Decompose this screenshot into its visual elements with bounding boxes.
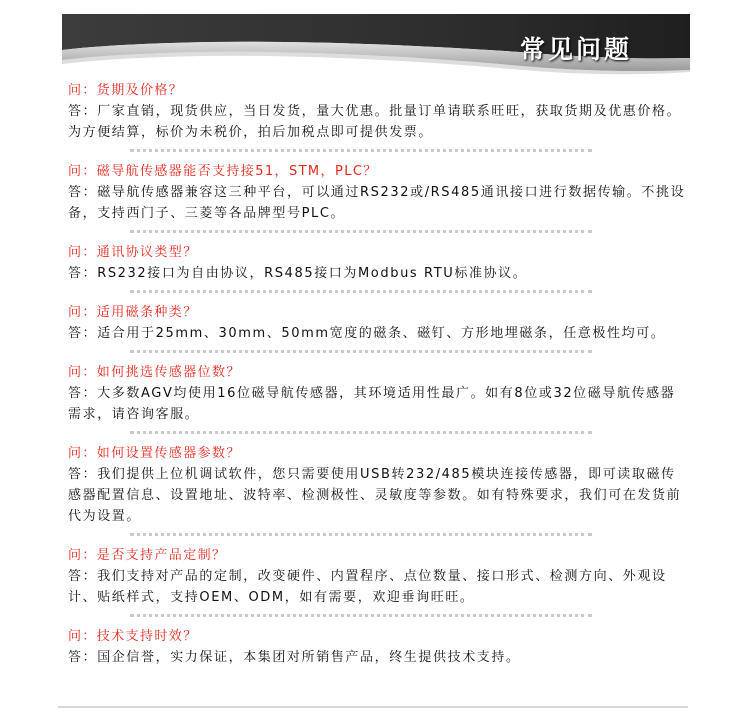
faq-question: 问：货期及价格？ (68, 83, 184, 98)
faq-item-8 (68, 628, 688, 668)
faq-answer: 答：磁导航传感器兼容这三种平台，可以通过RS232或/RS485通讯接口进行数据传输。不挑设备，支持西门子、三菱等各品牌型号PLC。 (68, 185, 686, 221)
faq-item-6 (68, 445, 688, 536)
faq-answer: 答：RS232接口为自由协议，RS485接口为Modbus RTU标准协议。 (68, 266, 528, 281)
bottom-divider (58, 706, 688, 708)
faq-item-4 (68, 304, 688, 353)
faq-question: 问：如何挑选传感器位数？ (68, 365, 241, 380)
faq-question: 问：适用磁条种类？ (68, 305, 198, 320)
faq-question: 问：磁导航传感器能否支持接51，STM，PLC？ (68, 164, 378, 179)
faq-answer: 答：适合用于25mm、30mm、50mm宽度的磁条、磁钉、方形地埋磁条，任意极性均可。 (68, 326, 666, 341)
faq-answer: 答：厂家直销，现货供应，当日发货，量大优惠。批量订单请联系旺旺，获取货期及优惠价格。为方便结算，标价为未税价，拍后加税点即可提供发票。 (68, 104, 682, 140)
faq-answer: 答：大多数AGV均使用16位磁导航传感器，其环境适用性最广。如有8位或32位磁导航传感器需求，请咨询客服。 (68, 386, 676, 422)
faq-question: 问：技术支持时效？ (68, 629, 198, 644)
faq-item-7 (68, 547, 688, 617)
dotted-divider (130, 290, 592, 293)
faq-item-2 (68, 163, 688, 233)
faq-item-1 (68, 82, 688, 152)
dotted-divider (130, 230, 592, 233)
dotted-divider (130, 350, 592, 353)
page-title: 常见问题 (520, 35, 633, 64)
faq-item-5 (68, 364, 688, 434)
dotted-divider (130, 149, 592, 152)
faq-item-3 (68, 244, 688, 293)
faq-question: 问：是否支持产品定制？ (68, 548, 227, 563)
dotted-divider (130, 533, 592, 536)
faq-answer: 答：我们提供上位机调试软件，您只需要使用USB转232/485模块连接传感器，即可读取磁传感器配置信息、设置地址、波特率、检测极性、灵敏度等参数。如有特殊要求，我们可在发货前代为设置。 (68, 467, 682, 524)
faq-answer: 答：我们支持对产品的定制，改变硬件、内置程序、点位数量、接口形式、检测方向、外观设计、贴纸样式，支持OEM、ODM，如有需要，欢迎垂询旺旺。 (68, 569, 667, 605)
faq-question: 问：如何设置传感器参数？ (68, 446, 241, 461)
faq-question: 问：通讯协议类型？ (68, 245, 198, 260)
faq-list (68, 82, 688, 668)
faq-answer: 答：国企信誉，实力保证，本集团对所销售产品，终生提供技术支持。 (68, 650, 521, 665)
dotted-divider (130, 431, 592, 434)
dotted-divider (130, 614, 592, 617)
